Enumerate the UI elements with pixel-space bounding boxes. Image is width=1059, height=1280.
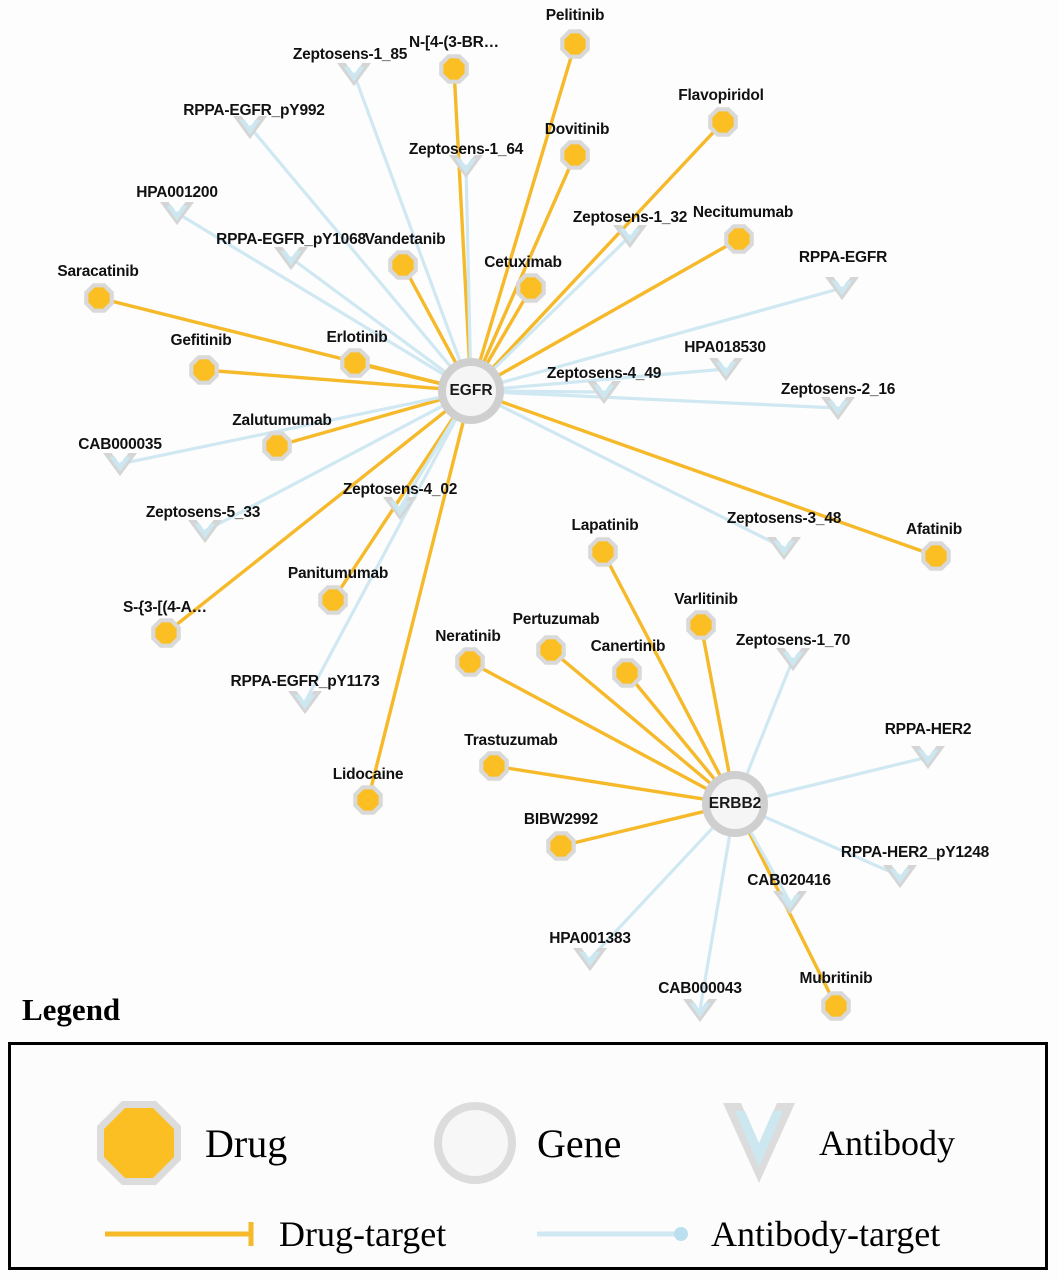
antibody-node[interactable] bbox=[825, 277, 859, 300]
drug-node[interactable] bbox=[388, 250, 418, 280]
drug-node[interactable] bbox=[151, 618, 181, 648]
antibody-node[interactable] bbox=[274, 247, 308, 270]
legend-title: Legend bbox=[22, 992, 121, 1027]
antibody-node-label: Zeptosens-1_70 bbox=[735, 632, 851, 649]
antibody-node-label: HPA001200 bbox=[136, 184, 218, 201]
drug-node-label: Varlitinib bbox=[674, 591, 738, 608]
drug-node-label: Canertinib bbox=[590, 638, 666, 655]
drug-node-label: Saracatinib bbox=[57, 263, 139, 280]
drug-node[interactable] bbox=[536, 635, 566, 665]
antibody-node[interactable] bbox=[103, 453, 137, 476]
drug-node-label: Lidocaine bbox=[332, 766, 404, 783]
drug-node-label: Pelitinib bbox=[545, 7, 605, 24]
antibody-node-label: Zeptosens-5_33 bbox=[145, 504, 261, 521]
legend-node-antibody bbox=[717, 1097, 955, 1189]
drug-node-label: Trastuzumab bbox=[464, 732, 558, 749]
drug-edge-icon bbox=[101, 1219, 261, 1249]
antibody-node[interactable] bbox=[911, 746, 945, 769]
antibody-node-label: Zeptosens-2_16 bbox=[780, 381, 896, 398]
drug-node-label: Gefitinib bbox=[170, 332, 232, 349]
drug-node[interactable] bbox=[612, 658, 642, 688]
drug-node[interactable] bbox=[560, 140, 590, 170]
antibody-node[interactable] bbox=[160, 202, 194, 225]
antibody-node-label: CAB000043 bbox=[658, 980, 742, 997]
drug-node[interactable] bbox=[516, 273, 546, 303]
antibody-node[interactable] bbox=[883, 865, 917, 888]
drug-node[interactable] bbox=[686, 610, 716, 640]
antibody-node[interactable] bbox=[767, 537, 801, 560]
antibody-node[interactable] bbox=[188, 520, 222, 543]
drug-node-label: S-{3-[(4-A… bbox=[123, 599, 207, 616]
legend-box bbox=[8, 1042, 1048, 1270]
antibody-node[interactable] bbox=[776, 648, 810, 671]
drug-node-label: Lapatinib bbox=[571, 517, 639, 534]
drug-node[interactable] bbox=[353, 785, 383, 815]
drug-node-label: Cetuximab bbox=[484, 254, 562, 271]
legend-edge-antibody-label: Antibody-target bbox=[711, 1214, 941, 1254]
drug-node[interactable] bbox=[84, 283, 114, 313]
drug-node-label: Pertuzumab bbox=[512, 611, 600, 628]
antibody-node-label: RPPA-EGFR_pY992 bbox=[183, 102, 325, 119]
legend-node-gene bbox=[431, 1099, 621, 1187]
antibody-node-label: HPA001383 bbox=[549, 930, 631, 947]
antibody-node[interactable] bbox=[773, 891, 807, 914]
antibody-node-label: Zeptosens-1_64 bbox=[408, 141, 524, 158]
antibody-node[interactable] bbox=[288, 691, 322, 714]
antibody-node-label: CAB000035 bbox=[78, 436, 162, 453]
drug-node[interactable] bbox=[455, 647, 485, 677]
drug-node-label: Mubritinib bbox=[799, 970, 873, 987]
antibody-node-label: Zeptosens-4_02 bbox=[342, 481, 458, 498]
antibody-node[interactable] bbox=[709, 358, 743, 381]
drug-node-label: BIBW2992 bbox=[523, 811, 599, 828]
antibody-node[interactable] bbox=[573, 948, 607, 971]
octagon-icon bbox=[91, 1095, 187, 1191]
antibody-node-label: Zeptosens-4_49 bbox=[546, 365, 662, 382]
antibody-node-label: Zeptosens-3_48 bbox=[726, 510, 842, 527]
antibody-edge-icon bbox=[533, 1219, 693, 1249]
drug-node[interactable] bbox=[560, 29, 590, 59]
drug-node-label: Panitumumab bbox=[287, 565, 389, 582]
antibody-node[interactable] bbox=[337, 63, 371, 86]
drug-node[interactable] bbox=[921, 541, 951, 571]
drug-node-label: Vandetanib bbox=[364, 231, 446, 248]
gene-node-label: ERBB2 bbox=[708, 795, 762, 812]
antibody-node-label: RPPA-EGFR_pY1173 bbox=[230, 673, 380, 690]
antibody-node[interactable] bbox=[613, 225, 647, 248]
antibody-node-label: RPPA-EGFR bbox=[798, 249, 888, 266]
drug-node[interactable] bbox=[724, 224, 754, 254]
drug-node[interactable] bbox=[262, 431, 292, 461]
drug-node[interactable] bbox=[546, 831, 576, 861]
drug-node[interactable] bbox=[479, 751, 509, 781]
drug-node-label: Zalutumumab bbox=[232, 412, 332, 429]
legend-edge-drug bbox=[101, 1213, 446, 1255]
drug-node[interactable] bbox=[340, 348, 370, 378]
circle-icon bbox=[431, 1099, 519, 1187]
antibody-node[interactable] bbox=[587, 381, 621, 404]
drug-node[interactable] bbox=[318, 585, 348, 615]
antibody-node-label: RPPA-HER2_pY1248 bbox=[840, 844, 990, 861]
drug-node-label: N-[4-(3-BR… bbox=[409, 34, 499, 51]
drug-node[interactable] bbox=[189, 355, 219, 385]
antibody-node-label: CAB020416 bbox=[747, 872, 831, 889]
gene-node-label: EGFR bbox=[449, 382, 493, 399]
drug-node-label: Dovitinib bbox=[544, 121, 610, 138]
legend-edge-antibody bbox=[533, 1213, 940, 1255]
antibody-node-label: Zeptosens-1_85 bbox=[292, 46, 408, 63]
drug-node[interactable] bbox=[588, 537, 618, 567]
antibody-node-label: Zeptosens-1_32 bbox=[572, 209, 688, 226]
antibody-node[interactable] bbox=[821, 397, 855, 420]
antibody-node[interactable] bbox=[383, 497, 417, 520]
drug-node-label: Neratinib bbox=[435, 628, 501, 645]
drug-node-label: Flavopiridol bbox=[678, 87, 764, 104]
antibody-node-label: RPPA-HER2 bbox=[884, 721, 972, 738]
legend-node-drug-label: Drug bbox=[205, 1120, 288, 1166]
antibody-node-label: RPPA-EGFR_pY1068 bbox=[216, 231, 366, 248]
drug-node[interactable] bbox=[708, 107, 738, 137]
drug-node[interactable] bbox=[439, 54, 469, 84]
antibody-node-label: HPA018530 bbox=[684, 339, 766, 356]
legend-edge-drug-label: Drug-target bbox=[279, 1214, 447, 1254]
drug-node-label: Erlotinib bbox=[326, 329, 388, 346]
legend-node-antibody-label: Antibody bbox=[819, 1123, 956, 1163]
drug-node-label: Afatinib bbox=[905, 521, 963, 538]
drug-node[interactable] bbox=[821, 991, 851, 1021]
vee-icon bbox=[717, 1097, 801, 1189]
legend-node-drug bbox=[91, 1095, 287, 1191]
drug-node-label: Necitumumab bbox=[692, 204, 794, 221]
legend-node-gene-label: Gene bbox=[537, 1120, 622, 1166]
